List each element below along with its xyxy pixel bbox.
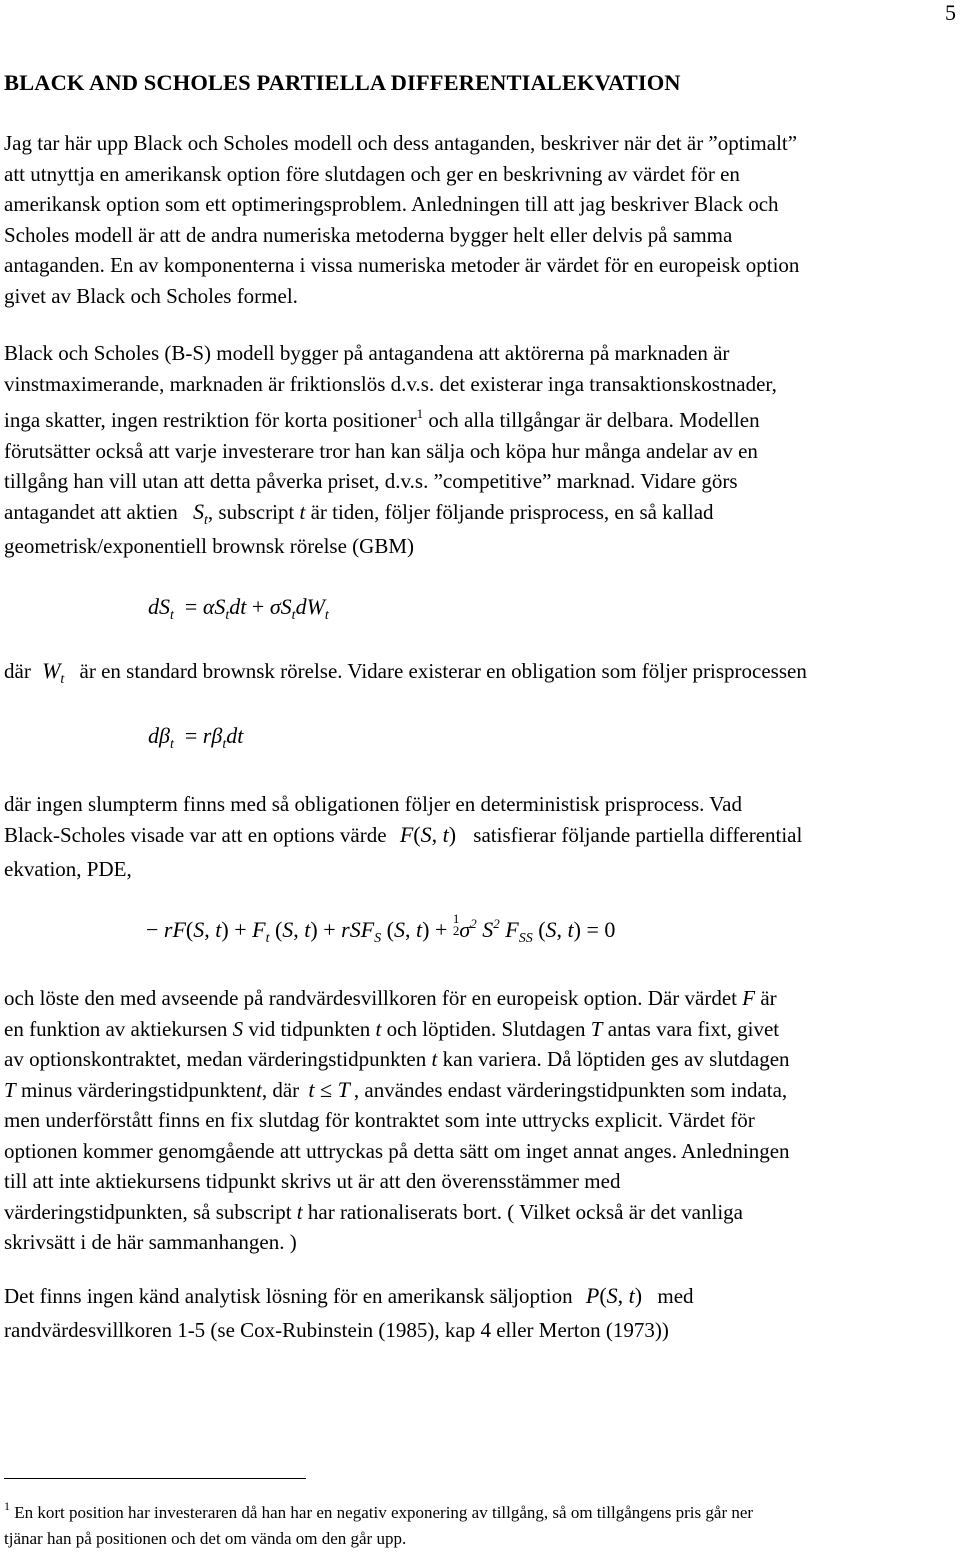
paragraph-pde-intro bbox=[4, 789, 960, 884]
math-t-le-T: t ≤ T bbox=[308, 1076, 350, 1102]
text-line bbox=[4, 399, 960, 436]
text-line: till att inte aktiekursens tidpunkt skrivs ut är att den överensstämmer med bbox=[4, 1169, 621, 1193]
text-line bbox=[4, 1197, 960, 1228]
text-segment: , subscript bbox=[207, 499, 295, 524]
page-number: 5 bbox=[945, 0, 956, 25]
math-symbol-t: t bbox=[256, 1077, 262, 1102]
paragraph-boundary bbox=[4, 983, 960, 1258]
text-line: Black och Scholes (B-S) modell bygger på antagandena att aktörerna på marknaden är bbox=[4, 341, 730, 365]
paragraph-american-put bbox=[4, 1281, 960, 1346]
math-symbol-W: $W_t$ bbox=[42, 658, 65, 687]
text-segment: och löste den med avseende på randvärdesvillkoren för en europeisk option. Där värdet bbox=[4, 986, 737, 1010]
text-line bbox=[4, 497, 960, 531]
equation-gbm: $dS_t = \alpha S_tdt + \sigma S_tdW_t$ bbox=[148, 594, 329, 623]
text-segment: en funktion av aktiekursen bbox=[4, 1016, 228, 1041]
equation-bond: $d\beta_t = r\beta_tdt$ bbox=[148, 723, 244, 752]
math-symbol-t: t bbox=[296, 1199, 303, 1224]
text-line: antaganden. En av komponenterna i vissa numeriska metoder är värdet för en europeisk option bbox=[4, 253, 800, 277]
text-line: givet av Black och Scholes formel. bbox=[4, 283, 298, 308]
text-segment: med bbox=[657, 1284, 694, 1308]
text-segment: är en standard brownsk rörelse. Vidare existerar en obligation som följer prisprocessen bbox=[79, 659, 807, 683]
footnote-line: tjänar han på positionen och det om vända om den går upp. bbox=[4, 1529, 407, 1548]
text-segment: En kort position har investeraren då han har en negativ exponering av tillgång, så om tillgångens pris går ner bbox=[14, 1503, 754, 1522]
text-line: skrivsätt i de här sammanhangen. ) bbox=[4, 1230, 297, 1254]
text-line bbox=[4, 1075, 960, 1106]
text-line: randvärdesvillkoren 1-5 (se Cox-Rubinstein (1985), kap 4 eller Merton (1973)) bbox=[4, 1318, 669, 1342]
text-line bbox=[4, 656, 960, 696]
footnote-line bbox=[4, 1493, 753, 1526]
text-segment: minus värderingstidpunkten bbox=[20, 1077, 256, 1102]
text-line: ekvation, PDE, bbox=[4, 856, 132, 881]
text-line: att utnyttja en amerikansk option före slutdagen och ger en beskrivning av värdet för en bbox=[4, 161, 740, 186]
text-segment: där bbox=[4, 659, 31, 683]
math-symbol-F: F bbox=[742, 986, 756, 1010]
text-line: tillgång han vill utan att detta påverka priset, d.v.s. ”competitive” marknad. Vidare görs bbox=[4, 469, 738, 493]
paragraph-brownian bbox=[4, 656, 960, 696]
math-symbol-t: t bbox=[431, 1047, 438, 1071]
text-segment: kan variera. Då löptiden ges av slutdagen bbox=[442, 1047, 790, 1071]
footnote-number: 1 bbox=[4, 1499, 10, 1513]
text-line: amerikansk option som ett optimeringsproblem. Anledningen till att jag beskriver Black och bbox=[4, 192, 779, 216]
text-line: förutsätter också att varje investerare tror han kan sälja och köpa hur många andelar av en bbox=[4, 438, 758, 463]
math-symbol-T: T bbox=[590, 1016, 603, 1041]
text-segment: är bbox=[760, 986, 777, 1010]
math-F-of-S-t: F(S, t) bbox=[399, 821, 457, 847]
text-segment: antagandet att aktien bbox=[4, 499, 178, 524]
text-segment: inga skatter, ingen restriktion för korta positioner bbox=[4, 408, 417, 432]
text-segment: Black-Scholes visade var att en options värde bbox=[4, 822, 387, 847]
equation-black-scholes-pde: − rF(S, $t) + F_t$ (S, t) + rSF$_S$ (S, t) + 1 $2\sigma^2$ $S^2$ $F_{SS}$ (S, t) = 0 bbox=[146, 911, 616, 946]
text-line: geometrisk/exponentiell brownsk rörelse (GBM) bbox=[4, 533, 414, 558]
section-title: BLACK AND SCHOLES PARTIELLA DIFFERENTIALEKVATION bbox=[4, 70, 681, 95]
text-segment: , där bbox=[261, 1077, 300, 1102]
math-symbol-t: t bbox=[299, 499, 306, 524]
text-line bbox=[4, 820, 960, 854]
text-segment: , användes endast värderingstidpunkten som indata, bbox=[353, 1077, 788, 1102]
text-segment: är tiden, följer följande prisprocess, en så kallad bbox=[310, 499, 714, 524]
math-symbol-S: S bbox=[232, 1016, 244, 1041]
text-line: men underförstått finns en fix slutdag för kontraktet som inte uttrycks explicit. Värdet för bbox=[4, 1108, 755, 1132]
text-line bbox=[4, 1044, 960, 1075]
paragraph-assumptions bbox=[4, 338, 960, 561]
text-line bbox=[4, 1281, 960, 1315]
text-segment: satisfierar följande partiella differential bbox=[473, 822, 803, 847]
paragraph-intro bbox=[4, 128, 960, 311]
text-line bbox=[4, 983, 960, 1014]
math-symbol-t: t bbox=[375, 1016, 382, 1041]
text-line bbox=[4, 1014, 960, 1045]
text-segment: värderingstidpunkten, så subscript bbox=[4, 1199, 292, 1224]
footnote-divider bbox=[4, 1478, 306, 1479]
text-line: optionen kommer genomgående att uttryckas på detta sätt om inget annat anges. Anledningen bbox=[4, 1138, 790, 1163]
text-segment: antas vara fixt, givet bbox=[607, 1016, 780, 1041]
text-segment: och löptiden. Slutdagen bbox=[386, 1016, 586, 1041]
text-line: Scholes modell är att de andra numeriska metoderna bygger helt eller delvis på samma bbox=[4, 222, 733, 247]
text-line: vinstmaximerande, marknaden är friktionslös d.v.s. det existerar inga transaktionskostnader, bbox=[4, 371, 777, 396]
text-line: där ingen slumpterm finns med så obligationen följer en deterministisk prisprocess. Vad bbox=[4, 792, 742, 816]
text-segment: har rationaliserats bort. ( Vilket också är det vanliga bbox=[307, 1199, 743, 1224]
text-line: Jag tar här upp Black och Scholes modell och dess antaganden, beskriver när det är ”optimalt” bbox=[4, 131, 798, 155]
math-symbol-T: T bbox=[4, 1077, 16, 1102]
math-symbol-S: $S_t$ bbox=[193, 498, 208, 528]
text-segment: av optionskontraktet, medan värderingstidpunkten bbox=[4, 1047, 427, 1071]
footnote bbox=[4, 1493, 753, 1552]
math-P-of-S-t: P(S, t) bbox=[585, 1283, 643, 1308]
text-segment: Det finns ingen känd analytisk lösning för en amerikansk säljoption bbox=[4, 1284, 573, 1308]
text-segment: och alla tillgångar är delbara. Modellen bbox=[428, 408, 760, 432]
footnote-reference: 1 bbox=[416, 406, 424, 421]
text-segment: vid tidpunkten bbox=[248, 1016, 371, 1041]
